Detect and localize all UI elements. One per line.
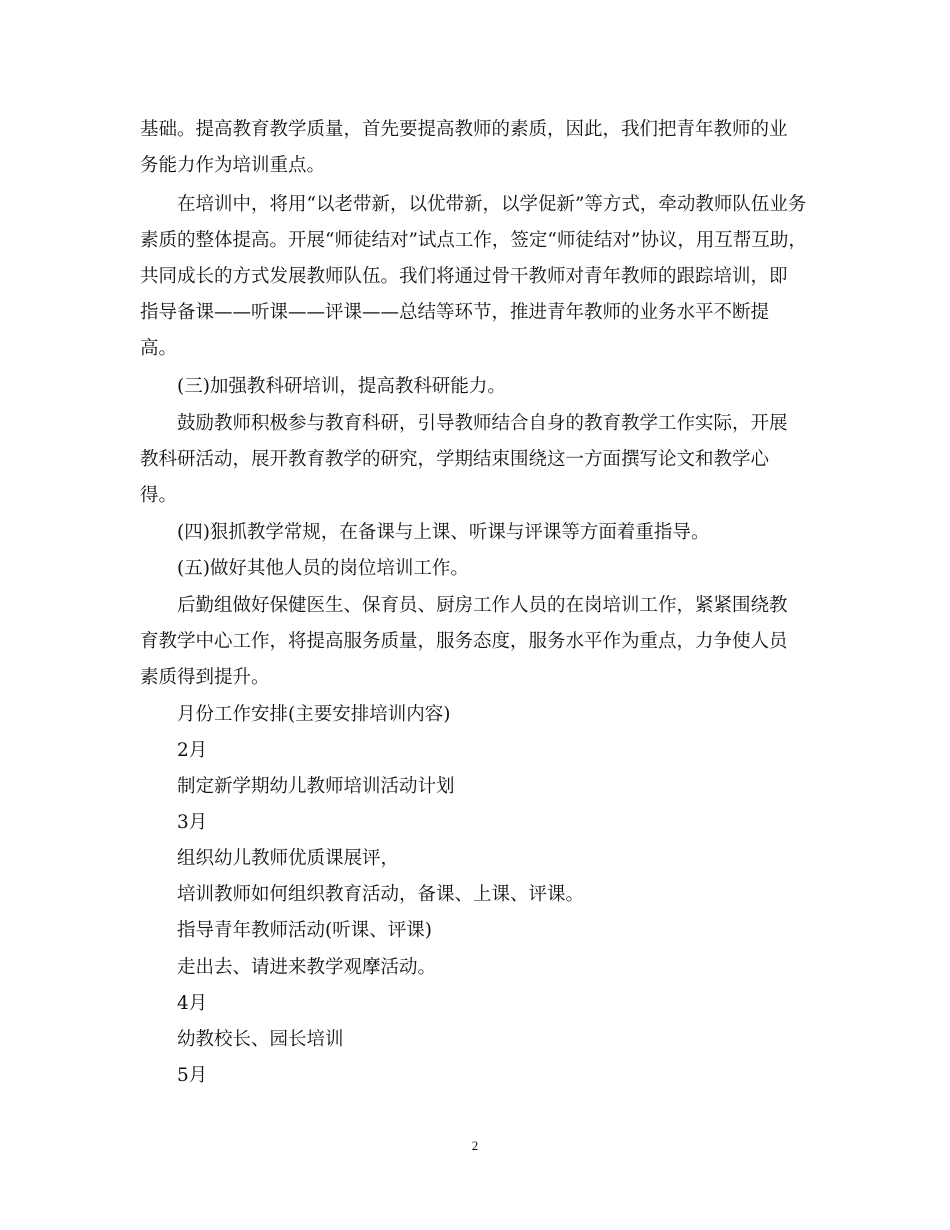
schedule-month: 4月 [177, 993, 208, 1014]
paragraph-line: 教科研活动，展开教育教学的研究，学期结束围绕这一方面撰写论文和教学心 [140, 449, 770, 470]
schedule-month: 5月 [177, 1065, 208, 1086]
schedule-item: 组织幼儿教师优质课展评， [177, 848, 400, 869]
schedule-item: 幼教校长、园长培训 [177, 1029, 344, 1050]
paragraph-line: 素质得到提升。 [140, 667, 270, 688]
page-number: 2 [471, 1138, 479, 1153]
schedule-item: 指导青年教师活动(听课、评课) [177, 920, 432, 941]
paragraph-line: 得。 [140, 485, 178, 506]
paragraph-line: 素质的整体提高。开展“师徒结对”试点工作，签定“师徒结对”协议，用互帮互助， [140, 230, 807, 251]
schedule-month: 2月 [177, 740, 208, 761]
schedule-item: 制定新学期幼儿教师培训活动计划 [177, 776, 455, 797]
schedule-heading: 月份工作安排(主要安排培训内容) [177, 704, 451, 725]
section-heading: (五)做好其他人员的岗位培训工作。 [177, 558, 469, 579]
paragraph-line: 基础。提高教育教学质量，首先要提高教师的素质，因此，我们把青年教师的业 [140, 119, 788, 140]
schedule-item: 走出去、请进来教学观摩活动。 [177, 957, 437, 978]
paragraph-line: 育教学中心工作，将提高服务质量，服务态度，服务水平作为重点，力争使人员 [140, 631, 788, 652]
paragraph-line: 务能力作为培训重点。 [140, 155, 326, 176]
paragraph-line: 鼓励教师积极参与教育科研，引导教师结合自身的教育教学工作实际，开展 [177, 413, 788, 434]
section-heading: (三)加强教科研培训，提高教科研能力。 [177, 376, 506, 397]
paragraph-line: 高。 [140, 338, 178, 359]
paragraph-line: 指导备课——听课——评课——总结等环节，推进青年教师的业务水平不断提 [140, 302, 770, 323]
schedule-item: 培训教师如何组织教育活动，备课、上课、评课。 [177, 884, 585, 905]
schedule-month: 3月 [177, 812, 208, 833]
section-heading: (四)狠抓教学常规，在备课与上课、听课与评课等方面着重指导。 [177, 522, 710, 543]
paragraph-line: 在培训中，将用“以老带新，以优带新，以学促新”等方式，牵动教师队伍业务 [177, 194, 807, 215]
paragraph-line: 共同成长的方式发展教师队伍。我们将通过骨干教师对青年教师的跟踪培训，即 [140, 266, 788, 287]
paragraph-line: 后勤组做好保健医生、保育员、厨房工作人员的在岗培训工作，紧紧围绕教 [177, 595, 788, 616]
